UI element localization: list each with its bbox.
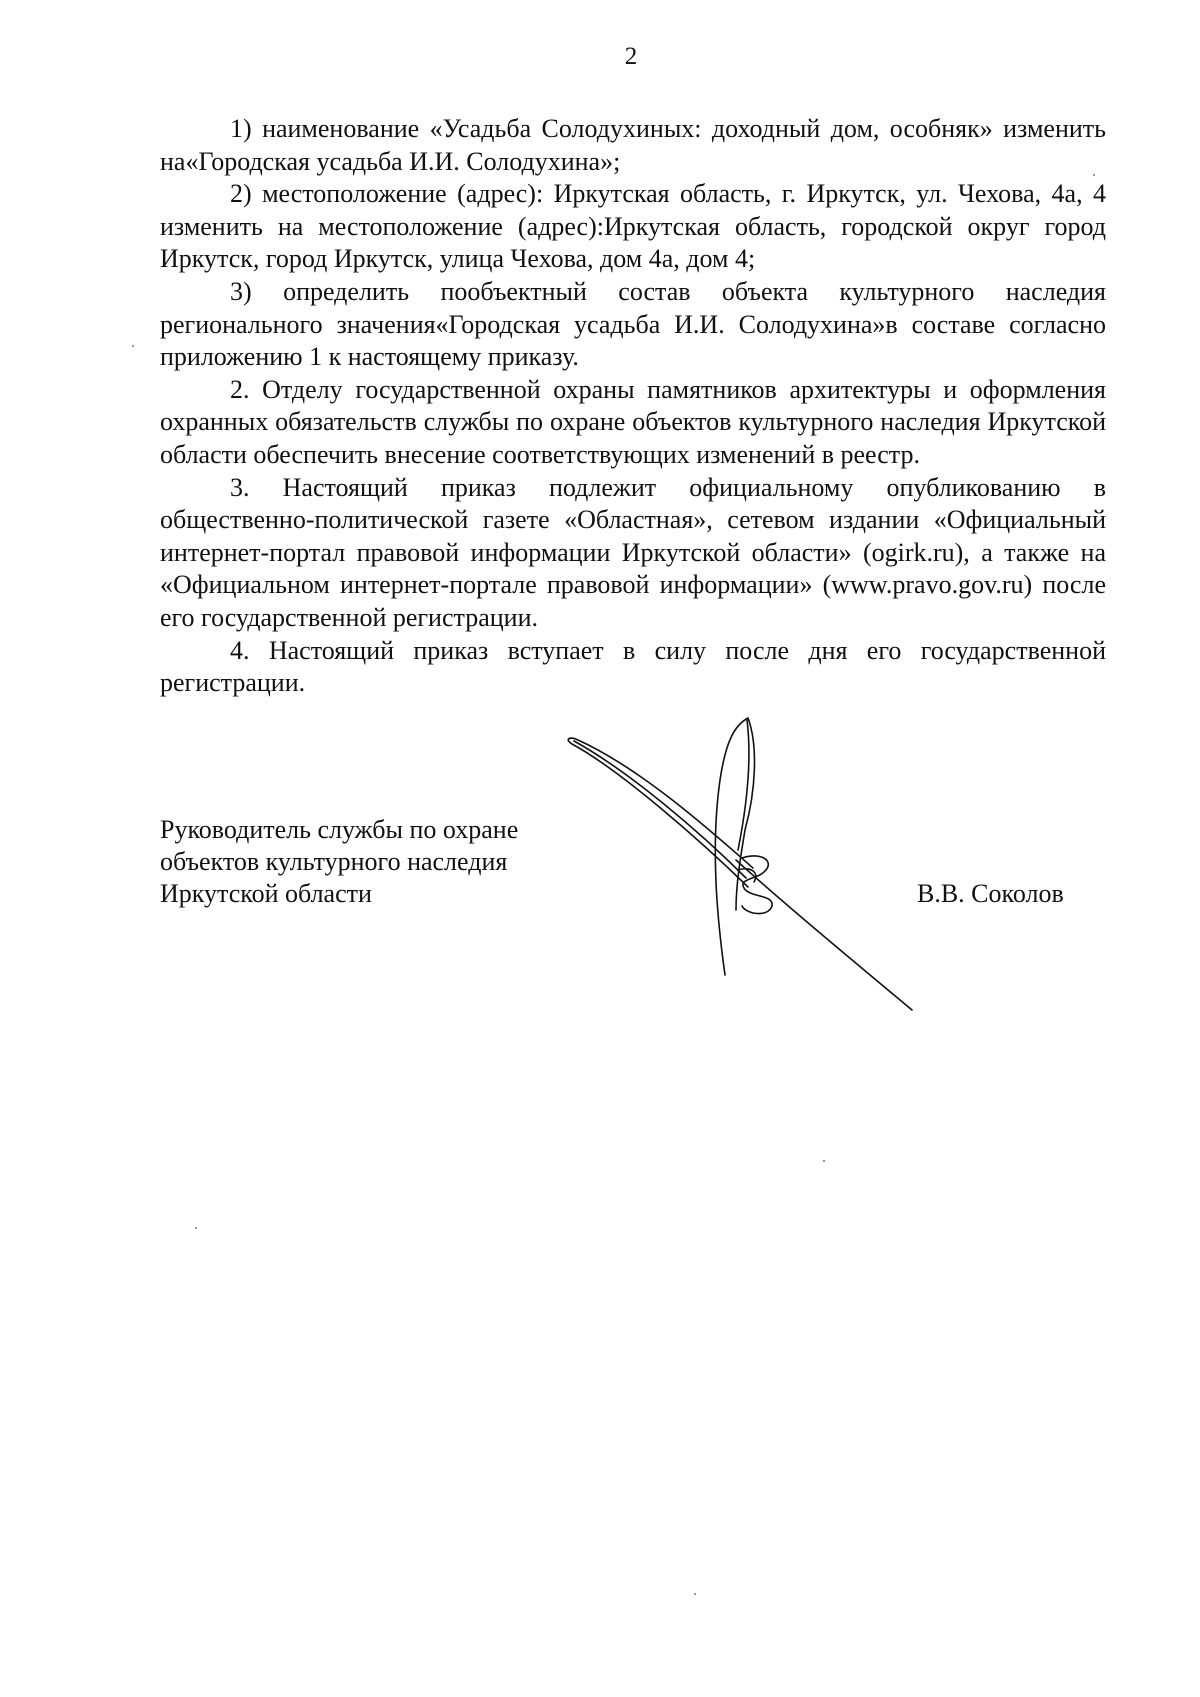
signatory-position-line: Иркутской области [160,879,372,908]
signatory-position-line: объектов культурного наследия [160,847,508,876]
scan-speck [195,1227,197,1229]
page-number: 2 [624,43,638,70]
paragraph-address: 2) местоположение (адрес): Иркутская область, г. Иркутск, ул. Чехова, 4а, 4 изменить на местоположение (адрес):Иркутская область, городской округ город Иркутск, город Иркутск, улица Чехова, дом 4а, дом 4; [160,179,1106,274]
paragraph-effective-date: 4. Настоящий приказ вступает в силу после дня его государственной регистрации. [160,635,1106,698]
paragraph-composition: 3) определить пообъектный состав объекта культурного наследия регионального значения«Городская усадьба И.И. Солодухина»в составе согласно приложению 1 к настоящему приказу. [160,276,1106,372]
scan-speck [694,1593,696,1595]
paragraph-publication: 3. Настоящий приказ подлежит официальному опубликованию в общественно-политической газете «Областная», сетевом издании «Официальный интернет-портал правовой информации Иркутской области» (ogirk.ru), а также на «Официальном интернет-портале правовой информации» (www.pravo.gov.ru) после его государственной регистрации. [160,472,1106,632]
scan-speck [132,345,134,347]
signer-name: В.В. Соколов [917,879,1064,908]
signatory-position-line: Руководитель службы по охране [160,815,519,844]
paragraph-registry: 2. Отделу государственной охраны памятников архитектуры и оформления охранных обязательств службы по охране объектов культурного наследия Иркутской области обеспечить внесение соответствующих изменений в реестр. [160,374,1106,469]
paragraph-rename: 1) наименование «Усадьба Солодухиных: доходный дом, особняк» изменить на«Городская усадьба И.И. Солодухина»; [160,114,1106,176]
handwritten-signature [560,710,920,1030]
order-body [160,113,1106,700]
scan-speck [823,1160,825,1162]
scan-speck [1093,174,1095,176]
